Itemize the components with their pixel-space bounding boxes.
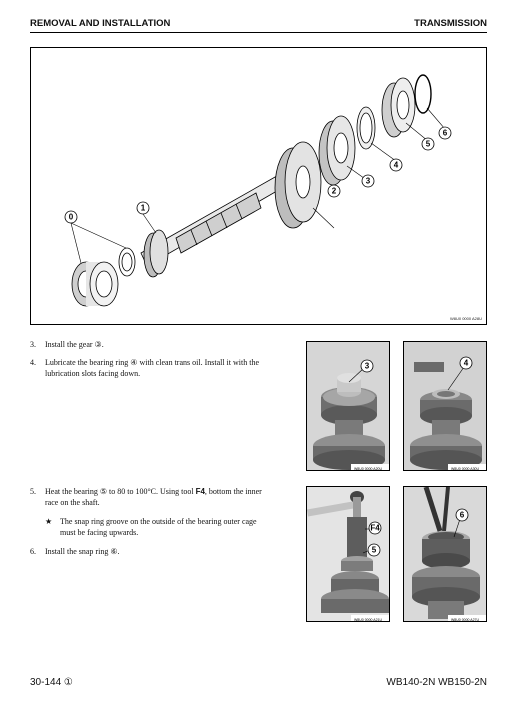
photo-code: W8U0 0000 A30U [451,467,480,471]
step-number: 6. [30,547,36,556]
photo-bearing-install-image [307,487,390,622]
callout-5: 5 [425,139,431,149]
callout-3: 3 [365,176,371,186]
callout-4: 4 [393,160,399,170]
note-line-2: must be facing upwards. [60,527,139,537]
chapter-title: TRANSMISSION [414,18,487,29]
tool-code: F4 [195,487,205,496]
step-number: 5. [30,487,36,496]
callout-2: 2 [331,186,337,196]
photo-ring-install-image [404,342,487,471]
step-text: Install the snap ring ⑥. [45,547,120,556]
page-number: 30-144 ① [30,677,73,688]
step-4 [30,358,295,380]
photo-snap-ring-install [403,486,487,622]
step-number: 3. [30,340,36,349]
step-5 [30,487,295,509]
exploded-view-figure [30,47,487,325]
photo-code: W8U0 0000 A27U [451,618,480,622]
photo-callout-5: 5 [371,545,377,555]
step-text-line-2: race on the shaft. [45,497,100,507]
photo-callout-f4: F4 [370,523,380,533]
header-rule [30,32,487,33]
model-names: WB140-2N WB150-2N [386,677,487,688]
step-number: 4. [30,358,36,367]
photo-callout-4: 4 [463,358,469,368]
photo-bearing-install [306,486,390,622]
photo-gear-install-image [307,342,390,471]
figure-code: W8U0 0000 A28U [449,316,482,321]
step-text-line-2: lubrication slots facing down. [45,368,141,378]
section-title: REMOVAL AND INSTALLATION [30,18,171,29]
photo-gear-install [306,341,390,471]
star-icon: ★ [45,517,53,526]
step-text: Install the gear ③. [45,340,104,349]
photo-snap-ring-install-image [404,487,487,622]
callout-1: 1 [140,203,146,213]
step-text-line-1: Heat the bearing ⑤ to 80 to 100°C. Using tool F4, bottom the inner [45,487,262,496]
note [45,517,295,539]
photo-ring-install [403,341,487,471]
photo-callout-3: 3 [364,361,370,371]
note-line-1: The snap ring groove on the outside of the bearing outer cage [60,517,257,526]
callout-6: 6 [442,128,448,138]
step-text-line-1: Lubricate the bearing ring ④ with clean trans oil. Install it with the [45,358,259,367]
photo-code: W8U0 0000 A20U [354,467,383,471]
callout-0: 0 [68,212,74,222]
photo-callout-6: 6 [459,510,465,520]
photo-code: W8U0 0000 A21U [354,618,383,622]
exploded-view-drawing [31,48,488,326]
